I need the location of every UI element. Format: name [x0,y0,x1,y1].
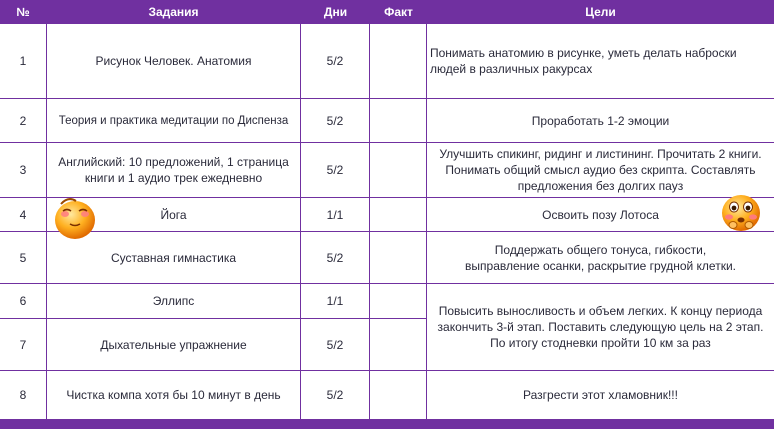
row-fact [370,99,426,142]
header-task: Задания [148,5,199,19]
row-task: Йога [160,207,187,222]
header-num: № [16,5,30,19]
row-days: 1/1 [326,207,344,222]
row-task: Дыхательные упражнение [100,337,247,352]
row-num: 2 [19,113,27,128]
row-fact [370,319,426,370]
header-days: Дни [323,5,348,19]
row-goal: Проработать 1-2 эмоции [531,113,670,128]
row-fact [370,198,426,231]
row-num: 8 [19,388,27,402]
row-num: 4 [19,207,27,222]
row-fact [370,143,426,197]
row-days: 5/2 [326,54,344,68]
row-goal: Разгрести этот хламовник!!! [523,388,678,402]
table-header [0,0,774,24]
row-days: 5/2 [326,337,344,352]
row-task: Эллипс [152,294,195,308]
row-num: 1 [19,54,27,68]
row-task: Суставная гимнастика [110,250,237,265]
row-goal: Улучшить спикинг, ридинг и листининг. Прочитать 2 книги. Понимать общий смысл аудио без скрипта. Составлять предложения без долгих пауз [439,147,762,193]
row-goal: Повысить выносливость и объем легких. К концу периода закончить 3-й этап. Поставить следующую цель на 2 этап. По итогу стодневки пройти 10 км за раз [437,304,764,350]
row-task: Теория и практика медитации по Диспенза [58,114,289,127]
row-num: 6 [19,294,27,308]
row-goal: Освоить позу Лотоса [542,207,659,222]
row-days: 5/2 [326,388,344,402]
row-num: 5 [19,250,27,265]
row-task: Рисунок Человек. Анатомия [95,54,252,68]
row-goal: Поддержать общего тонуса, гибкости, выправление осанки, раскрытие грудной клетки. [465,242,736,273]
row-task: Английский: 10 предложений, 1 страница книги и 1 аудио трек ежедневно [58,155,289,185]
row-task: Чистка компа хотя бы 10 минут в день [66,388,281,402]
row-days: 5/2 [326,113,344,128]
header-fact: Факт [384,5,413,19]
row-fact [370,24,426,98]
row-days: 1/1 [326,294,344,308]
row-days: 5/2 [326,163,344,177]
row-fact [370,371,426,419]
row-num: 3 [19,163,27,177]
row-days: 5/2 [326,250,344,265]
header-goals: Цели [585,5,616,19]
row-fact [370,232,426,283]
row-fact [370,284,426,318]
row-num: 7 [19,337,27,352]
blushing-smiley-icon [50,192,100,242]
row-goal: Понимать анатомию в рисунке, уметь делать наброски людей в различных ракурсах [430,46,737,76]
shy-smiley-icon [719,192,763,234]
table-footer-bar [0,419,774,429]
